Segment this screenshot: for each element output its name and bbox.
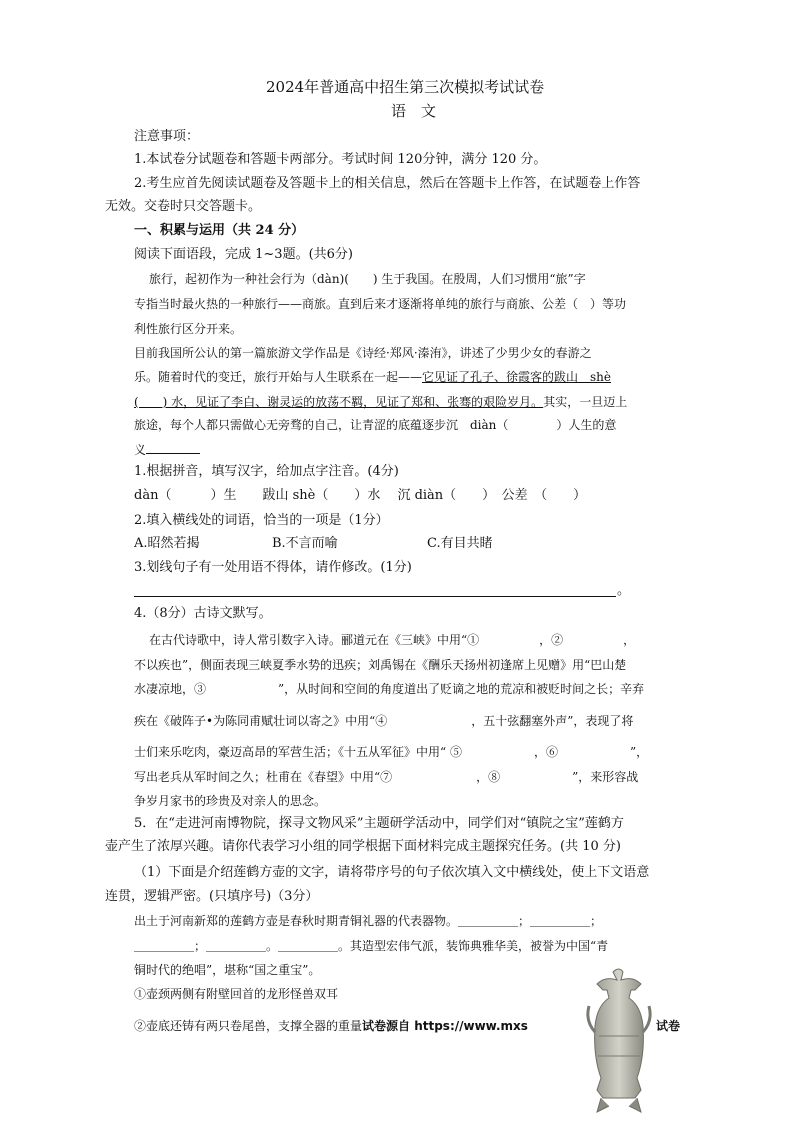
notice-item-1: 1.本试卷分试题卷和答题卡两部分。考试时间 120分钟，满分 120 分。 [134,152,547,167]
sentence-option-2 [134,1017,528,1035]
answer-blank[interactable] [146,440,200,454]
notice-heading: 注意事项： [134,129,200,144]
exam-title: 2024年普通高中招生第三次模拟考试试卷 [266,78,545,96]
passage-line: 旅途，每个人都只需做心无旁骛的自己，让青涩的底蕴逐步沉 diàn（ ）人生的意 [134,418,617,432]
passage-line: 专指当时最火热的一种旅行——商旅。直到后来才逐渐将单纯的旅行与商旅、公差（ ）等功 [134,297,627,311]
question-1: 1.根据拼音，填写汉字，给加点字注音。(4分) [134,464,399,479]
poem-line: 士们来乐吃肉，豪迈高昂的军营生活；《十五从军征》中用“ ⑤ ，⑥ ”， [134,745,649,759]
sentence-option-1: ①壶颈两侧有附壁回首的龙形怪兽双耳 [134,987,339,1001]
poem-line: 争岁月家书的珍贵及对亲人的思念。 [134,794,327,808]
lotus-crane-pot-image [583,966,655,1116]
passage-line [134,440,200,459]
poem-line: 在古代诗歌中，诗人常引数字入诗。郦道元在《三峡》中用“① ，② ， [149,633,636,647]
question-5: 5．在“走进河南博物院，探寻文物风采”主题研学活动中，同学们对“镇院之宝”莲鹤方 [134,816,624,831]
answer-line[interactable] [134,596,616,597]
question-2: 2.填入横线处的词语，恰当的一项是（1分） [134,513,389,528]
poem-line: 疾在《破阵子•为陈同甫赋壮词以寄之》中用“④ ，五十弦翻塞外声”，表现了将 [134,714,634,728]
poem-line: 不以疾也”，侧面表现三峡夏季水势的迅疾；刘禹锡在《酬乐天扬州初逢席上见赠》用“巴山楚 [134,658,627,672]
subquestion-1-cont: 连贯，逻辑严密。(只填序号)（3分） [105,889,319,904]
fill-text: 出土于河南新郑的莲鹤方壶是春秋时期青铜礼器的代表器物。＿＿＿＿＿；＿＿＿＿＿； [134,914,603,928]
watermark-text: 试卷源自 https://www.mxs [362,1019,528,1033]
section-heading: 一、积累与运用（共 24 分） [134,223,305,238]
question-3: 3.划线句子有一处用语不得体，请作修改。(1分) [134,560,412,575]
notice-item-2: 2.考生应首先阅读试题卷及答题卡上的相关信息，然后在答题卡上作答，在试题卷上作答 [134,176,641,191]
option-b: B.不言而喻 [272,536,338,551]
watermark-end: 试卷 [656,1019,681,1033]
underlined-sentence: ( ) 水，见证了李白、谢灵运的放荡不羁，见证了郑和、张骞的艰险岁月。 [134,395,544,409]
reading-intro: 阅读下面语段，完成 1~3题。(共6分) [134,247,353,262]
answer-line-end: 。 [617,583,631,598]
passage-text: 其实，一旦迈上 [543,395,628,409]
question-5-cont: 壶产生了浓厚兴趣。请你代表学习小组的同学根据下面材料完成主题探究任务。(共 10 分) [105,839,621,854]
fill-text: ＿＿＿＿＿；＿＿＿＿＿。＿＿＿＿＿。其造型宏伟气派，装饰典雅华美，被誉为中国“青 [134,939,609,953]
passage-line: 目前我国所公认的第一篇旅游文学作品是《诗经·郑风·溱洧》，讲述了少男少女的春游之 [134,346,592,360]
poem-line: 水凄凉地，③ ”，从时间和空间的角度道出了贬谪之地的荒凉和被贬时间之长；辛弃 [134,682,645,696]
subquestion-1: （1）下面是介绍莲鹤方壶的文字，请将带序号的句子依次填入文中横线处，使上下文语意 [134,865,650,880]
passage-line [134,393,627,411]
fill-text: 铜时代的绝唱”，堪称“国之重宝”。 [134,963,321,977]
passage-text: 乐。随着时代的变迁，旅行开始与人生联系在一起—— [134,370,423,384]
passage-line: 旅行，起初作为一种社会行为（dàn)( ) 生于我国。在殷周，人们习惯用“旅”字 [149,272,586,286]
notice-item-2-cont: 无效。交卷时只交答题卡。 [105,199,262,214]
subject-title: 语 文 [391,102,437,120]
passage-line [134,368,611,386]
passage-line: 利性旅行区分开来。 [134,322,243,336]
question-1-items: dàn（ ）生 跋山 shè（ ）水 沉 diàn（ ） 公差 （ ） [134,488,587,503]
option-c: C.有目共睹 [427,536,493,551]
sentence-option-2-text: ②壶底还铸有两只卷尾兽，支撑全器的重量 [134,1019,363,1033]
question-4-heading: 4.（8分）古诗文默写。 [134,606,272,621]
poem-line: 写出老兵从军时间之久；杜甫在《春望》中用“⑦ ，⑧ ”，来形容战 [134,770,639,784]
underlined-sentence: 它见证了孔子、徐霞客的跋山 shè [422,370,612,384]
passage-text: 义 [134,443,147,457]
option-a: A.昭然若揭 [134,536,200,551]
